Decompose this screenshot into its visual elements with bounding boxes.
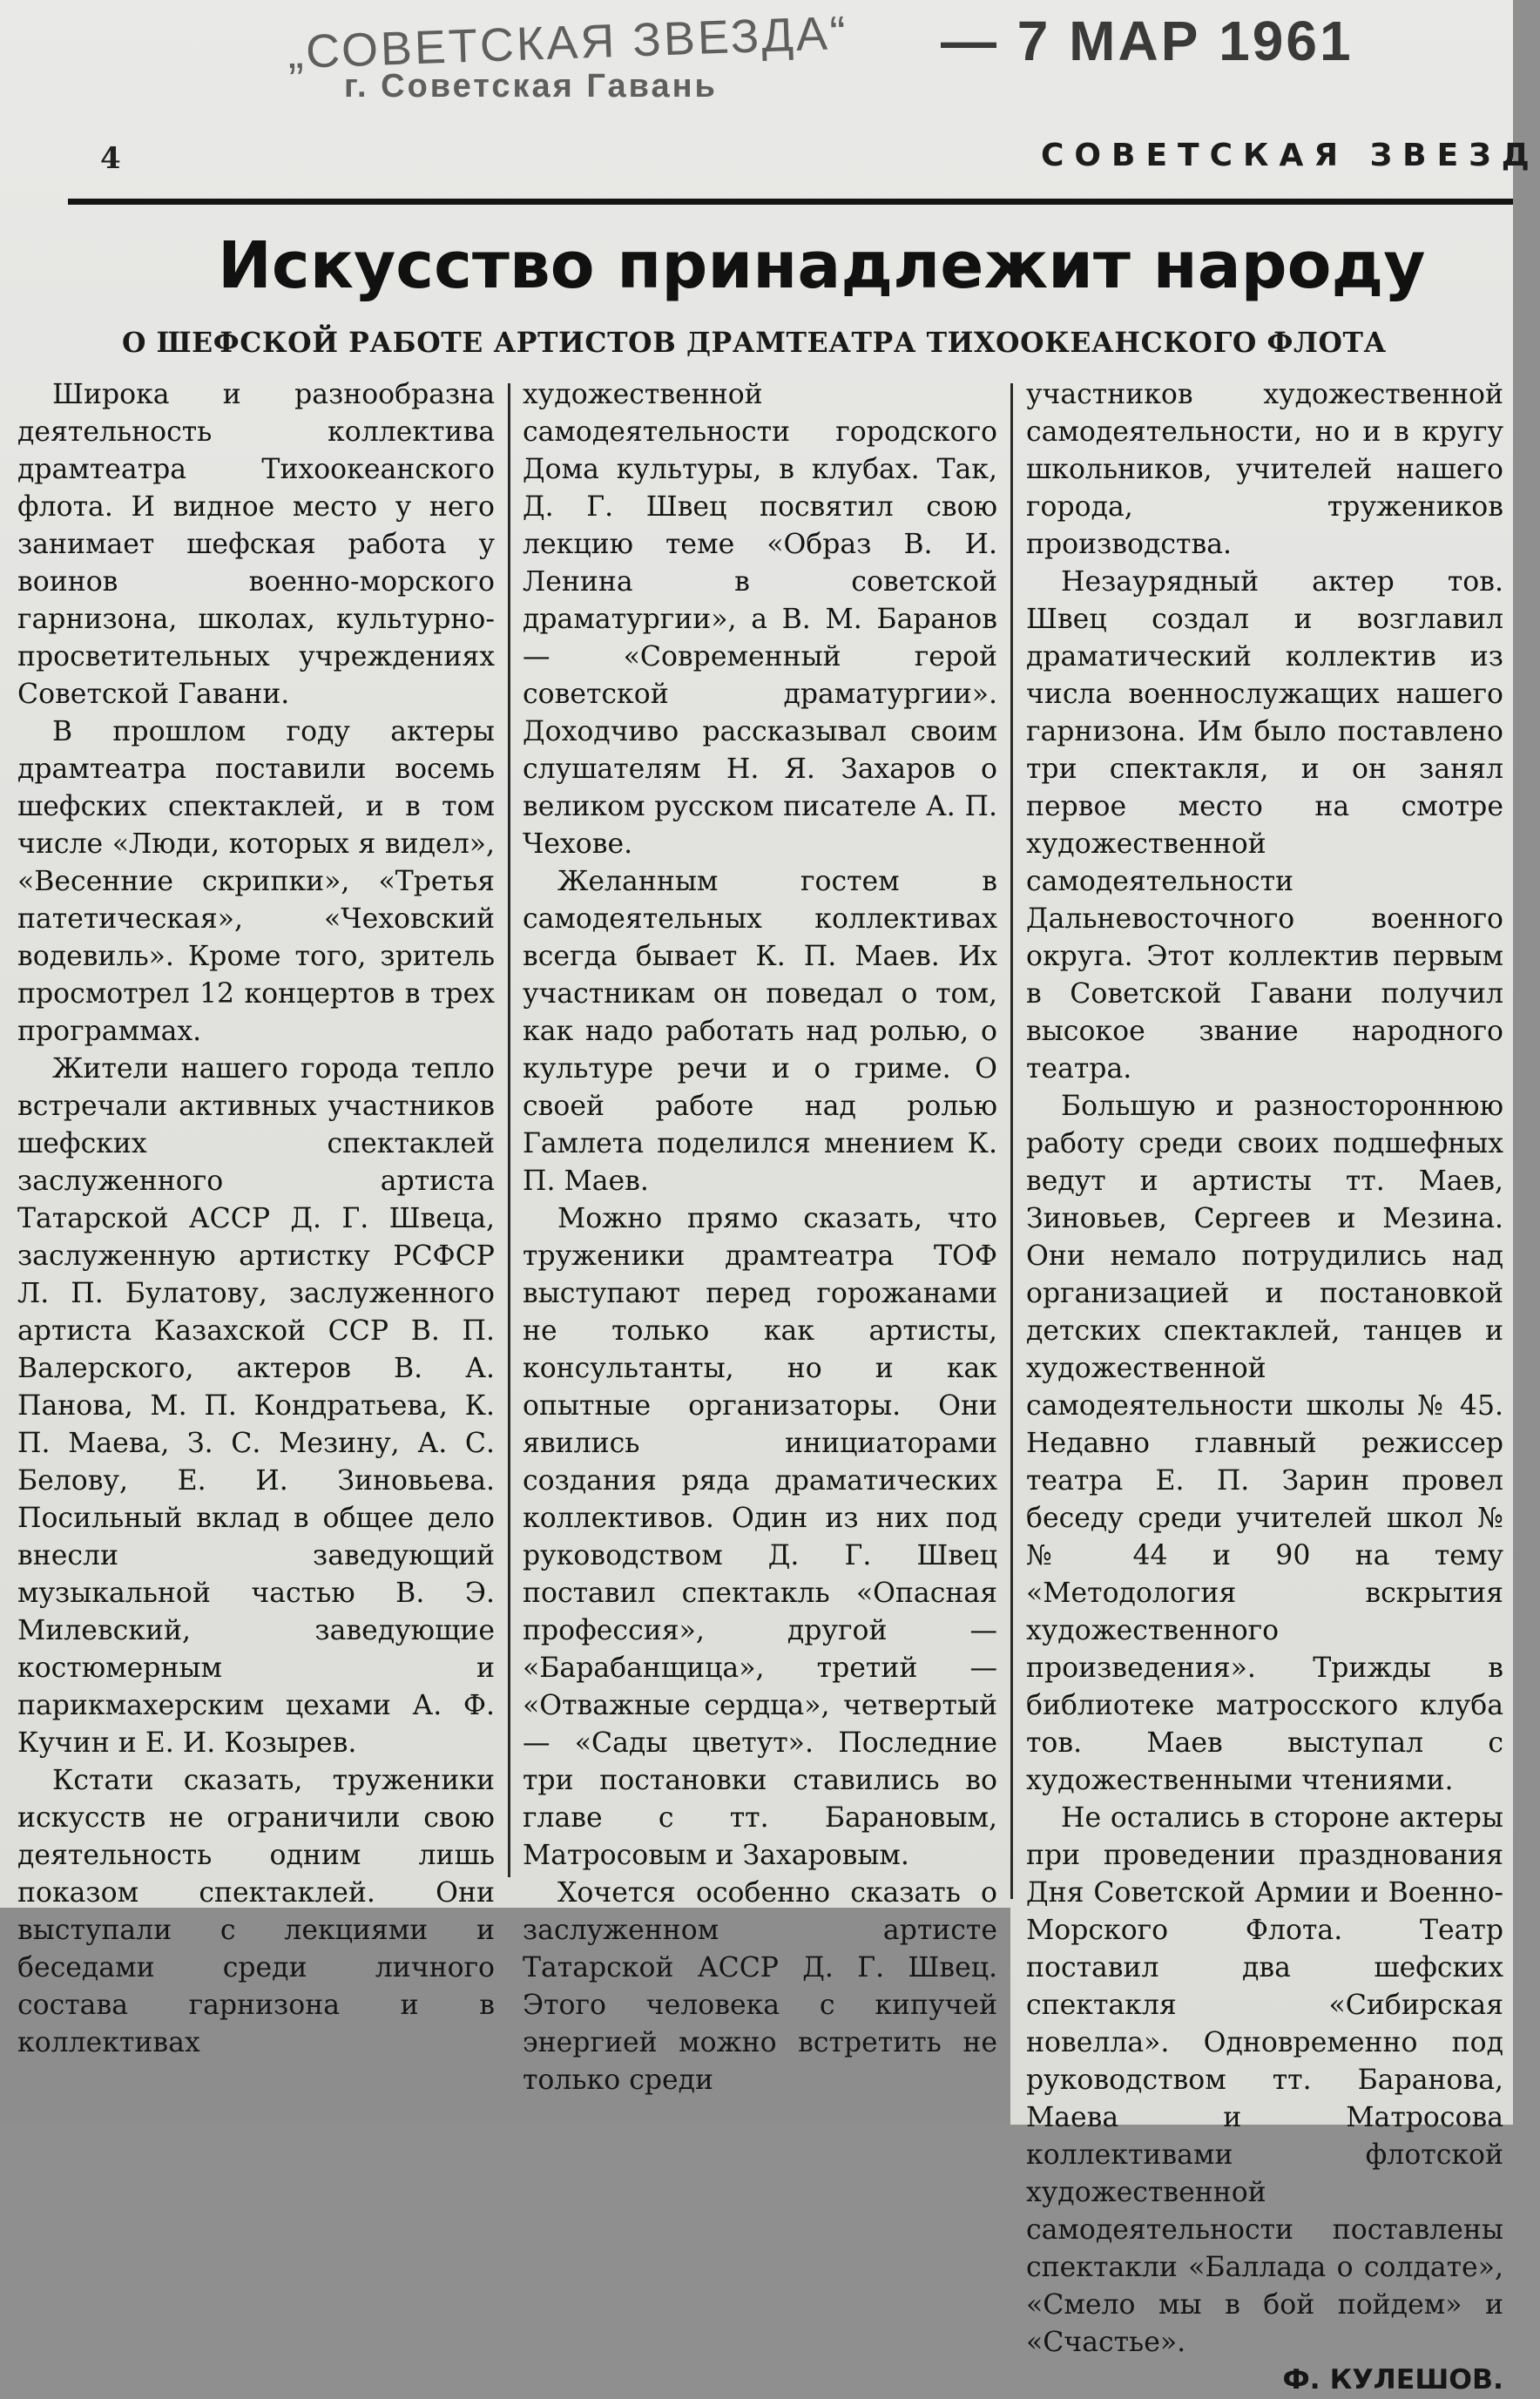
paragraph: художественной самодеятельности городского Дома культуры, в клубах. Так, Д. Г. Швец посвятил свою лекцию теме «Образ В. И. Ленина в советской драматургии», а В. М. Баранов — «Современный герой советской драматургии». Доходчиво рассказывал своим слушателям Н. Я. Захаров о великом русском писателе А. П. Чехове. bbox=[523, 379, 997, 860]
paragraph: участников художественной самодеятельности, но и в кругу школьников, учителей нашего города, тружеников производства. bbox=[1026, 379, 1503, 560]
author-signature: Ф. КУЛЕШОВ. bbox=[1282, 2364, 1503, 2396]
column-1 bbox=[17, 376, 495, 2058]
page-number: 4 bbox=[100, 141, 121, 176]
paragraph: Кстати сказать, труженики искусств не ограничили свою деятельность одним лишь показом спектаклей. Они выступали с лекциями и беседами среди личного состава гарнизона и в коллективах bbox=[17, 1765, 495, 2058]
paragraph: Незаурядный актер тов. Швец создал и возглавил драматический коллектив из числа военнослужащих нашего гарнизона. Им было поставлено три спектакля, и он занял первое место на смотре художественной самодеятельности Дальневосточного военного округа. Этот коллектив первым в Советской Гавани получил высокое звание народного театра. bbox=[1026, 566, 1503, 1085]
header-rule bbox=[68, 199, 1513, 205]
article-title: Искусство принадлежит народу bbox=[218, 228, 1426, 303]
article-subtitle: О ШЕФСКОЙ РАБОТЕ АРТИСТОВ ДРАМТЕАТРА ТИХООКЕАНСКОГО ФЛОТА bbox=[122, 327, 1387, 359]
column-divider bbox=[1010, 383, 1013, 1899]
paragraph: Можно прямо сказать, что труженики драмтеатра ТОФ выступают перед горожанами не только как артисты, консультанты, но и как опытные организаторы. Они явились инициаторами создания ряда драматических коллективов. Один из них под руководством Д. Г. Швец поставил спектакль «Опасная профессия», другой — «Барабанщица», третий — «Отважные сердца», четвертый — «Сады цветут». Последние три постановки ставились во главе с тт. Барановым, Матросовым и Захаровым. bbox=[523, 1203, 997, 1871]
stamp-date: — 7 МАР 1961 bbox=[941, 10, 1354, 72]
running-head: СОВЕТСКАЯ ЗВЕЗД bbox=[1041, 138, 1540, 173]
paragraph: Хочется особенно сказать о заслуженном артисте Татарской АССР Д. Г. Швец. Этого человека с кипучей энергией можно встретить не только среди bbox=[523, 1877, 997, 2096]
paragraph: Большую и разностороннюю работу среди своих подшефных ведут и артисты тт. Маев, Зиновьев, Сергеев и Мезина. Они немало потрудились над организацией и постановкой детских спектаклей, танцев и художественной самодеятельности школы № 45. Недавно главный режиссер театра Е. П. Зарин провел беседу среди учителей школ №№ 44 и 90 на тему «Методология вскрытия художественного произведения». Трижды в библиотеке матросского клуба тов. Маев выступал с художественными чтениями. bbox=[1026, 1091, 1503, 1796]
column-2 bbox=[523, 376, 997, 2096]
stamp-city: г. Советская Гавань bbox=[344, 68, 718, 105]
paragraph: Не остались в стороне актеры при проведении празднования Дня Советской Армии и Военно-Морского Флота. Театр поставил два шефских спектакля «Сибирская новелла». Одновременно под руководством тт. Баранова, Маева и Матросова коллективами флотской художественной самодеятельности поставлены спектакли «Баллада о солдате», «Смело мы в бой пойдем» и «Счастье». bbox=[1026, 1802, 1503, 2358]
paragraph: Широка и разнообразна деятельность коллектива драмтеатра Тихоокеанского флота. И видное место у него занимает шефская работа у воинов военно-морского гарнизона, школах, культурно-просветительных учреждениях Советской Гавани. bbox=[17, 379, 495, 710]
stamp-newspaper-name: „СОВЕТСКАЯ ЗВЕЗДА“ bbox=[287, 6, 849, 79]
paragraph: В прошлом году актеры драмтеатра поставили восемь шефских спектаклей, и в том числе «Люди, которых я видел», «Весенние скрипки», «Третья патетическая», «Чеховский водевиль». Кроме того, зритель просмотрел 12 концертов в трех программах. bbox=[17, 716, 495, 1047]
paragraph: Жители нашего города тепло встречали активных участников шефских спектаклей заслуженного артиста Татарской АССР Д. Г. Швеца, заслуженную артистку РСФСР Л. П. Булатову, заслуженного артиста Казахской ССР В. П. Валерского, актеров В. А. Панова, М. П. Кондратьева, К. П. Маева, З. С. Мезину, А. С. Белову, Е. И. Зиновьева. Посильный вклад в общее дело внесли заведующий музыкальной частью В. Э. Милевский, заведующие костюмерным и парикмахерским цехами А. Ф. Кучин и Е. И. Козырев. bbox=[17, 1053, 495, 1759]
column-3 bbox=[1026, 376, 1503, 2396]
paragraph: Желанным гостем в самодеятельных коллективах всегда бывает К. П. Маев. Их участникам он поведал о том, как надо работать над ролью, о культуре речи и о гриме. О своей работе над ролью Гамлета поделился мнением К. П. Маев. bbox=[523, 866, 997, 1197]
column-divider bbox=[508, 383, 510, 1877]
